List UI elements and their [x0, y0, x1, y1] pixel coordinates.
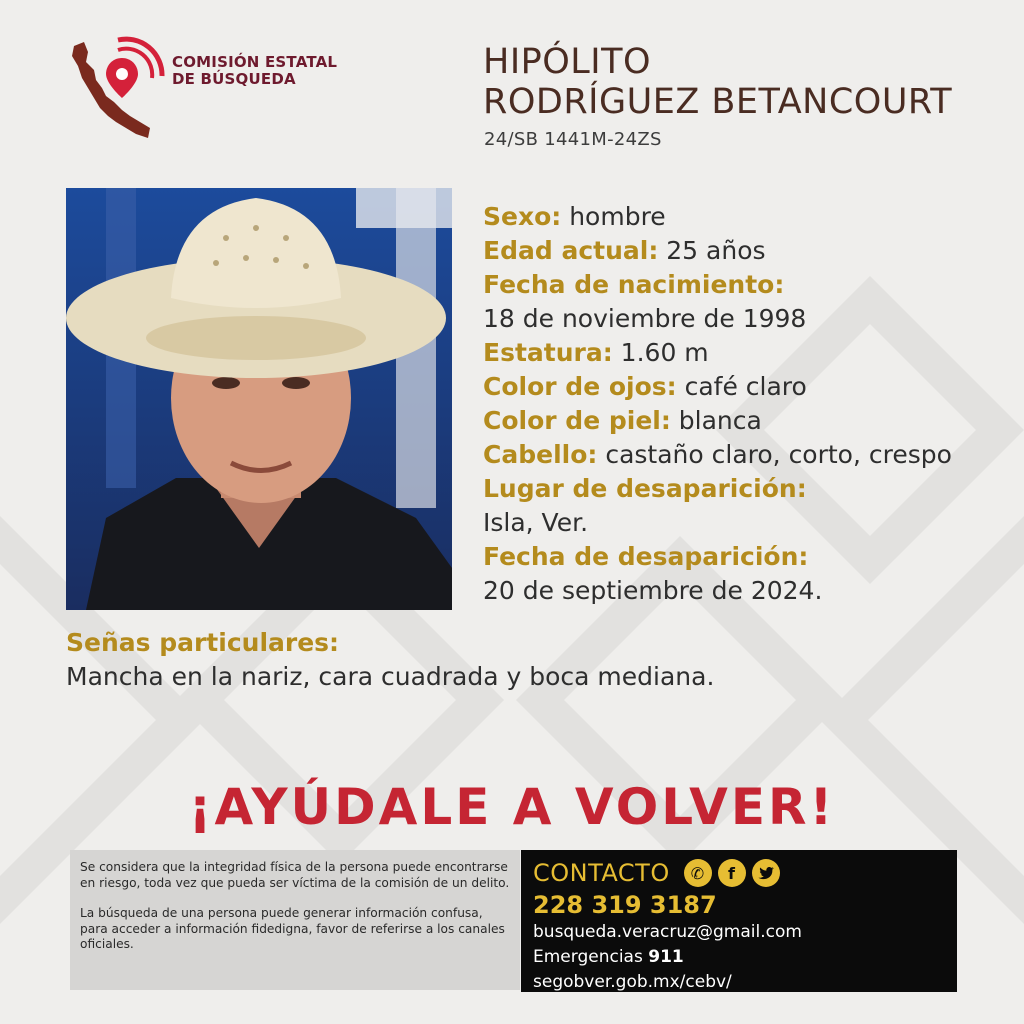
veracruz-map-icon [68, 36, 168, 142]
distinguishing-marks [66, 626, 996, 694]
detail-label: Fecha de nacimiento: [483, 270, 785, 299]
contact-icons [684, 859, 780, 887]
person-name [483, 42, 952, 122]
logo-text [172, 54, 337, 88]
contact-box [521, 850, 957, 992]
detail-row [483, 438, 1013, 472]
contact-title [533, 856, 945, 890]
contact-website[interactable]: segobver.gob.mx/cebv/ [533, 972, 732, 992]
location-pin-icon [106, 58, 138, 98]
disclaimer-box [70, 850, 520, 990]
person-photo [66, 188, 452, 610]
commission-logo [68, 36, 358, 146]
twitter-icon[interactable] [752, 859, 780, 887]
emergency-label: Emergencias [533, 947, 649, 967]
slogan-heading: ¡AYÚDALE A VOLVER! [188, 778, 836, 836]
marks-value: Mancha en la nariz, cara cuadrada y boca mediana. [66, 662, 715, 691]
person-details [483, 200, 1013, 608]
detail-row [483, 472, 1013, 506]
detail-value: hombre [561, 202, 666, 231]
detail-label: Sexo: [483, 202, 562, 231]
detail-row [483, 506, 1013, 540]
detail-label: Color de ojos: [483, 372, 677, 401]
detail-label: Lugar de desaparición: [483, 474, 807, 503]
detail-value: 1.60 m [612, 338, 709, 367]
detail-label: Estatura: [483, 338, 613, 367]
marks-label: Señas particulares: [66, 628, 340, 657]
contact-phone[interactable]: 228 319 3187 [533, 891, 717, 919]
detail-row [483, 200, 1013, 234]
detail-value: 20 de septiembre de 2024. [483, 576, 823, 605]
name-line-1: HIPÓLITO [483, 42, 652, 82]
detail-value: café claro [676, 372, 807, 401]
detail-row [483, 336, 1013, 370]
detail-row [483, 302, 1013, 336]
contact-title-text: CONTACTO [533, 859, 670, 887]
detail-value: 18 de noviembre de 1998 [483, 304, 807, 333]
name-line-2: RODRÍGUEZ BETANCOURT [483, 82, 953, 122]
logo-line-2: DE BÚSQUEDA [172, 70, 296, 88]
disclaimer-paragraph-1: Se considera que la integridad física de la persona puede encontrarse en riesgo, toda vez que pueda ser víctima de la comisión de un delito. [80, 860, 510, 890]
contact-emergency [533, 945, 945, 970]
detail-value: Isla, Ver. [483, 508, 589, 537]
detail-row [483, 404, 1013, 438]
emergency-number[interactable]: 911 [648, 947, 684, 967]
detail-label: Cabello: [483, 440, 598, 469]
detail-row [483, 370, 1013, 404]
detail-row [483, 574, 1013, 608]
contact-email[interactable]: busqueda.veracruz@gmail.com [533, 922, 802, 942]
detail-value: castaño claro, corto, crespo [597, 440, 952, 469]
disclaimer-paragraph-2: La búsqueda de una persona puede generar información confusa, para acceder a información fidedigna, favor de referirse a los canales oficiales. [80, 906, 505, 951]
detail-row [483, 234, 1013, 268]
detail-label: Fecha de desaparición: [483, 542, 809, 571]
logo-line-1: COMISIÓN ESTATAL [172, 53, 338, 71]
detail-label: Color de piel: [483, 406, 671, 435]
phone-icon[interactable]: ✆ [684, 859, 712, 887]
case-folio: 24/SB 1441M-24ZS [484, 129, 662, 150]
detail-row [483, 540, 1013, 574]
detail-row [483, 268, 1013, 302]
detail-label: Edad actual: [483, 236, 659, 265]
facebook-icon[interactable]: f [718, 859, 746, 887]
detail-value: blanca [670, 406, 762, 435]
detail-value: 25 años [658, 236, 766, 265]
